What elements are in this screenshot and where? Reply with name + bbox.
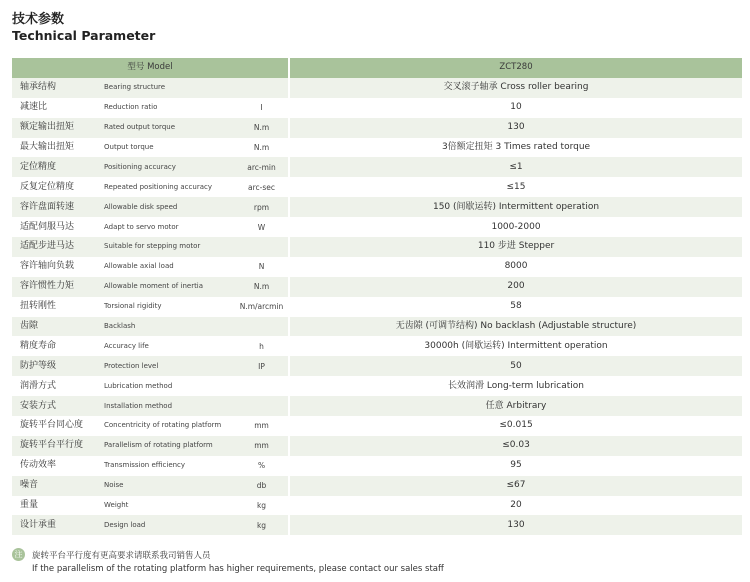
param-value: 200: [289, 277, 742, 297]
param-value: ≤1: [289, 157, 742, 177]
param-unit: [235, 237, 289, 257]
table-row: [12, 257, 742, 277]
param-name-en: Adapt to servo motor: [100, 217, 235, 237]
param-unit: [235, 396, 289, 416]
param-unit: N: [235, 257, 289, 277]
param-name-en: Parallelism of rotating platform: [100, 436, 235, 456]
table-row: [12, 118, 742, 138]
param-value: 30000h (间歇运转) Intermittent operation: [289, 336, 742, 356]
table-row: [12, 277, 742, 297]
table-row: [12, 98, 742, 118]
param-name-cn: 容许惯性力矩: [12, 277, 100, 297]
param-unit: [235, 317, 289, 337]
param-name-en: Installation method: [100, 396, 235, 416]
table-row: [12, 317, 742, 337]
param-name-en: Reduction ratio: [100, 98, 235, 118]
param-name-cn: 噪音: [12, 476, 100, 496]
param-name-en: Lubrication method: [100, 376, 235, 396]
param-name-cn: 精度寿命: [12, 336, 100, 356]
param-unit: %: [235, 456, 289, 476]
param-name-en: Design load: [100, 515, 235, 535]
param-name-cn: 容许轴向负载: [12, 257, 100, 277]
table-row: [12, 396, 742, 416]
table-row: [12, 336, 742, 356]
table-row: [12, 496, 742, 516]
param-name-en: Transmission efficiency: [100, 456, 235, 476]
param-unit: N.m: [235, 277, 289, 297]
param-value: 130: [289, 515, 742, 535]
param-name-cn: 轴承结构: [12, 78, 100, 98]
param-name-en: Rated output torque: [100, 118, 235, 138]
table-row: [12, 376, 742, 396]
table-row: [12, 416, 742, 436]
param-name-en: Output torque: [100, 138, 235, 158]
param-unit: mm: [235, 416, 289, 436]
param-unit: IP: [235, 356, 289, 376]
param-unit: db: [235, 476, 289, 496]
param-value: 任意 Arbitrary: [289, 396, 742, 416]
param-name-cn: 齿隙: [12, 317, 100, 337]
param-unit: rpm: [235, 197, 289, 217]
param-unit: [235, 376, 289, 396]
param-name-en: Weight: [100, 496, 235, 516]
param-value: 8000: [289, 257, 742, 277]
param-name-cn: 旋转平台同心度: [12, 416, 100, 436]
param-name-cn: 传动效率: [12, 456, 100, 476]
table-row: [12, 78, 742, 98]
param-name-en: Allowable moment of inertia: [100, 277, 235, 297]
table-row: [12, 297, 742, 317]
param-value: 1000-2000: [289, 217, 742, 237]
param-unit: h: [235, 336, 289, 356]
table-row: [12, 138, 742, 158]
param-name-en: Suitable for stepping motor: [100, 237, 235, 257]
param-unit: I: [235, 98, 289, 118]
param-value: 58: [289, 297, 742, 317]
param-value: 50: [289, 356, 742, 376]
page-title-en: Technical Parameter: [12, 28, 156, 43]
table-row: [12, 436, 742, 456]
technical-parameter-table: [12, 58, 742, 535]
param-value: ≤0.015: [289, 416, 742, 436]
param-value: 150 (间歇运转) Intermittent operation: [289, 197, 742, 217]
model-label-header: 型号 Model: [12, 58, 289, 78]
param-name-en: Repeated positioning accuracy: [100, 177, 235, 197]
param-name-cn: 适配步进马达: [12, 237, 100, 257]
param-name-en: Protection level: [100, 356, 235, 376]
param-name-cn: 反复定位精度: [12, 177, 100, 197]
param-name-cn: 旋转平台平行度: [12, 436, 100, 456]
param-value: 95: [289, 456, 742, 476]
param-name-cn: 防护等级: [12, 356, 100, 376]
param-name-cn: 定位精度: [12, 157, 100, 177]
model-value-header: ZCT280: [289, 58, 742, 78]
table-row: [12, 197, 742, 217]
param-name-cn: 减速比: [12, 98, 100, 118]
param-name-en: Allowable axial load: [100, 257, 235, 277]
table-body: [12, 78, 742, 535]
param-unit: N.m: [235, 138, 289, 158]
param-value: 3倍额定扭矩 3 Times rated torque: [289, 138, 742, 158]
param-unit: arc-sec: [235, 177, 289, 197]
table-row: [12, 157, 742, 177]
table-row: [12, 356, 742, 376]
table-row: [12, 237, 742, 257]
param-name-cn: 扭转刚性: [12, 297, 100, 317]
page-title-cn: 技术参数: [12, 12, 65, 27]
table-row: [12, 177, 742, 197]
param-value: 长效润滑 Long-term lubrication: [289, 376, 742, 396]
param-name-en: Accuracy life: [100, 336, 235, 356]
param-value: ≤15: [289, 177, 742, 197]
param-name-cn: 额定输出扭矩: [12, 118, 100, 138]
param-name-en: Bearing structure: [100, 78, 235, 98]
param-unit: [235, 78, 289, 98]
param-value: ≤67: [289, 476, 742, 496]
param-unit: N.m: [235, 118, 289, 138]
param-value: 110 步进 Stepper: [289, 237, 742, 257]
param-name-en: Noise: [100, 476, 235, 496]
param-name-cn: 适配伺服马达: [12, 217, 100, 237]
param-name-cn: 安装方式: [12, 396, 100, 416]
param-unit: kg: [235, 496, 289, 516]
param-name-cn: 最大输出扭矩: [12, 138, 100, 158]
table-header-row: [12, 58, 742, 78]
table-row: [12, 456, 742, 476]
param-value: ≤0.03: [289, 436, 742, 456]
footnote-text-cn: 旋转平台平行度有更高要求请联系我司销售人员: [32, 551, 211, 561]
param-name-en: Concentricity of rotating platform: [100, 416, 235, 436]
param-value: 交叉滚子轴承 Cross roller bearing: [289, 78, 742, 98]
param-name-cn: 容许盘面转速: [12, 197, 100, 217]
param-value: 无齿隙 (可调节结构) No backlash (Adjustable structure): [289, 317, 742, 337]
param-name-cn: 润滑方式: [12, 376, 100, 396]
param-name-cn: 设计承重: [12, 515, 100, 535]
param-name-en: Positioning accuracy: [100, 157, 235, 177]
param-unit: mm: [235, 436, 289, 456]
param-unit: W: [235, 217, 289, 237]
param-name-en: Backlash: [100, 317, 235, 337]
param-name-en: Allowable disk speed: [100, 197, 235, 217]
footnote-text-en: If the parallelism of the rotating platform has higher requirements, please contact our sales staff: [32, 564, 444, 574]
param-unit: kg: [235, 515, 289, 535]
table-row: [12, 476, 742, 496]
param-value: 10: [289, 98, 742, 118]
table-row: [12, 217, 742, 237]
param-unit: N.m/arcmin: [235, 297, 289, 317]
param-value: 20: [289, 496, 742, 516]
table-row: [12, 515, 742, 535]
param-value: 130: [289, 118, 742, 138]
param-name-cn: 重量: [12, 496, 100, 516]
note-icon: 注: [12, 548, 25, 561]
param-name-en: Torsional rigidity: [100, 297, 235, 317]
param-unit: arc-min: [235, 157, 289, 177]
